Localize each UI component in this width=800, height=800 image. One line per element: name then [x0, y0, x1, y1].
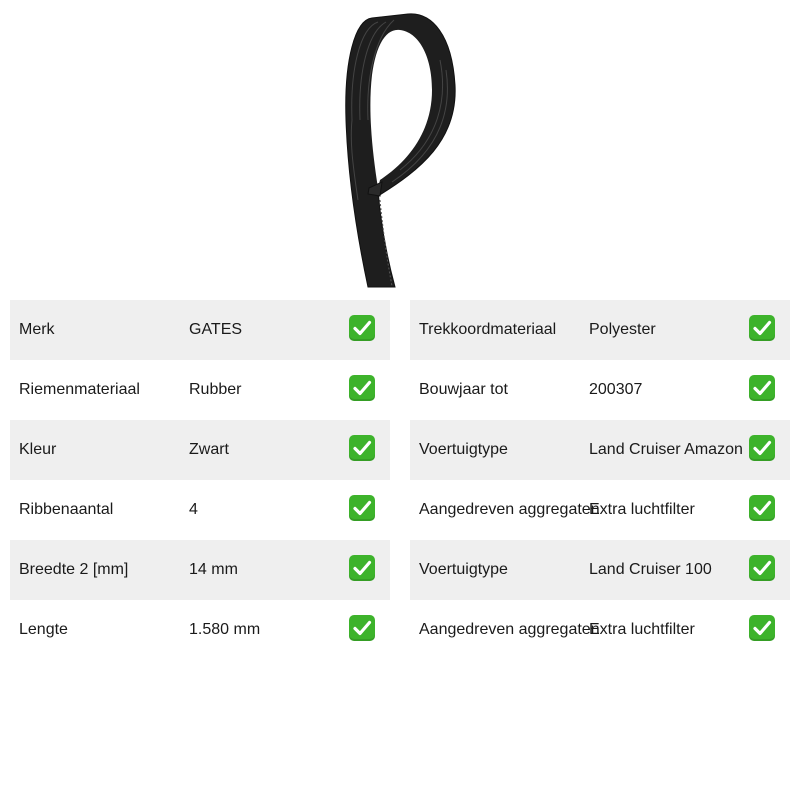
check-mark-icon	[349, 495, 375, 521]
check-mark-icon	[349, 555, 375, 581]
spec-value: 1.580 mm	[189, 621, 261, 638]
check-mark-icon	[749, 375, 775, 401]
spec-row	[10, 480, 390, 540]
check-mark-icon	[349, 435, 375, 461]
spec-row	[410, 540, 790, 600]
spec-value: Land Cruiser 100	[589, 561, 712, 578]
spec-table-left	[10, 300, 390, 660]
check-mark-icon	[349, 315, 375, 341]
spec-value: GATES	[189, 321, 243, 338]
spec-label: Merk	[19, 321, 55, 338]
check-mark-icon	[349, 615, 375, 641]
spec-label: Voertuigtype	[419, 561, 508, 578]
spec-row	[410, 420, 790, 480]
spec-value: Zwart	[189, 441, 229, 458]
check-mark-icon	[749, 315, 775, 341]
spec-value: Extra luchtfilter	[589, 621, 695, 638]
spec-label: Breedte 2 [mm]	[19, 561, 129, 578]
spec-value: Rubber	[189, 381, 242, 398]
spec-value: 200307	[589, 381, 643, 398]
spec-label: Lengte	[19, 621, 68, 638]
spec-label: Trekkoordmateriaal	[419, 321, 557, 338]
check-mark-icon	[349, 375, 375, 401]
spec-table-right	[410, 300, 790, 660]
spec-row	[10, 360, 390, 420]
v-ribbed-belt-image	[0, 0, 800, 290]
spec-label: Bouwjaar tot	[419, 381, 508, 398]
check-mark-icon	[749, 495, 775, 521]
spec-value: Land Cruiser Amazon	[589, 441, 743, 458]
spec-row	[10, 600, 390, 660]
product-image	[0, 0, 800, 290]
spec-row	[410, 300, 790, 360]
spec-value: 4	[189, 501, 198, 518]
spec-row	[10, 300, 390, 360]
spec-row	[10, 540, 390, 600]
spec-row	[10, 420, 390, 480]
spec-value: 14 mm	[189, 561, 238, 578]
spec-label: Voertuigtype	[419, 441, 508, 458]
check-mark-icon	[749, 615, 775, 641]
check-mark-icon	[749, 555, 775, 581]
spec-value: Polyester	[589, 321, 656, 338]
spec-value: Extra luchtfilter	[589, 501, 695, 518]
spec-label: Aangedreven aggregaten	[419, 621, 600, 638]
spec-label: Ribbenaantal	[19, 501, 114, 518]
spec-row	[410, 480, 790, 540]
spec-label: Kleur	[19, 441, 57, 458]
spec-label: Riemenmateriaal	[19, 381, 140, 398]
spec-label: Aangedreven aggregaten	[419, 501, 600, 518]
spec-row	[410, 600, 790, 660]
spec-row	[410, 360, 790, 420]
check-mark-icon	[749, 435, 775, 461]
